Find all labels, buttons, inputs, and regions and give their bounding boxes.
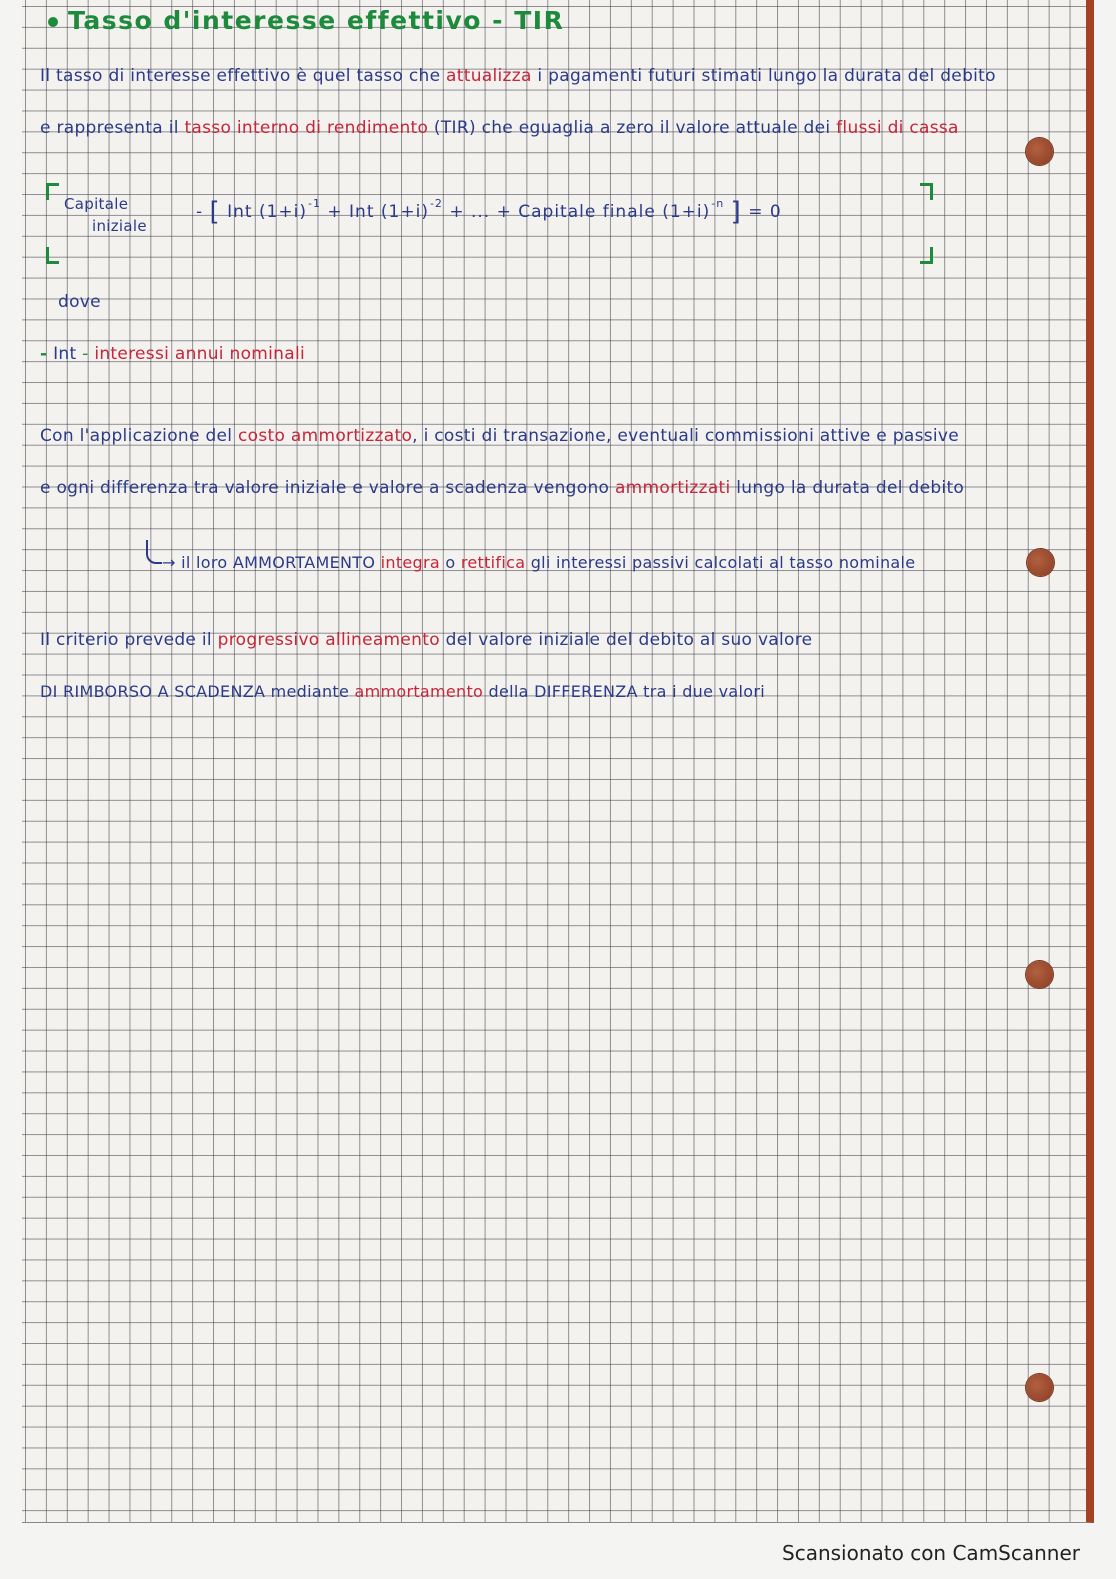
paragraph-line: Con l'applicazione del costo ammortizzato, i costi di transazione, eventuali commissioni attive e passive: [40, 426, 960, 446]
highlight-term: flussi di cassa: [836, 118, 959, 138]
paragraph-line: Il criterio prevede il progressivo allineamento del valore iniziale del debito al suo valore: [40, 630, 813, 650]
highlight-term: tasso interno di rendimento: [184, 118, 429, 138]
paragraph-line: Il tasso di interesse effettivo è quel tasso che attualizza i pagamenti futuri stimati lungo la durata del debito: [40, 66, 996, 86]
notebook-page: [22, 0, 1094, 1523]
paragraph-line: DI RIMBORSO A SCADENZA mediante ammortamento della DIFFERENZA tra i due valori: [40, 682, 765, 701]
scanner-footer: Scansionato con CamScanner: [782, 1541, 1080, 1565]
highlight-term: costo ammortizzato: [238, 426, 413, 446]
page-title: Tasso d'interesse effettivo - TIR: [48, 6, 564, 35]
highlight-term: ammortizzati: [614, 478, 731, 498]
highlight-term: rettifica: [460, 553, 526, 572]
formula-expression: - [ Int $(1+i)^{-1}$ + Int $(1+i)^{-2}$ + ... + Capitale finale $(1+i)^{-n}$ ] = 0: [196, 197, 782, 227]
binder-hole: [1026, 961, 1053, 988]
formula-bracket-top-left: [46, 183, 59, 200]
highlight-term: progressivo allineamento: [217, 630, 440, 650]
formula-bracket-bottom-left: [46, 247, 59, 264]
note-line: → il loro AMMORTAMENTO integra o rettifica gli interessi passivi calcolati al tasso nominale: [162, 553, 916, 572]
highlight-term: attualizza: [446, 66, 532, 86]
binder-hole: [1027, 549, 1054, 576]
formula-lead: Capitale iniziale: [64, 195, 147, 235]
arrow-icon: [146, 540, 162, 564]
bullet-icon: [48, 17, 58, 27]
binder-hole: [1026, 1374, 1053, 1401]
paragraph-line: e ogni differenza tra valore iniziale e valore a scadenza vengono ammortizzati lungo la durata del debito: [40, 478, 965, 498]
formula-bracket-bottom-right: [920, 247, 933, 264]
paragraph-line: e rappresenta il tasso interno di rendimento (TIR) che eguaglia a zero il valore attuale dei flussi di cassa: [40, 118, 959, 138]
highlight-term: integra: [380, 553, 440, 572]
highlight-term: ammortamento: [354, 682, 484, 701]
formula-bracket-top-right: [920, 183, 933, 200]
dove-label: dove: [58, 292, 101, 312]
definition-line: - Int - interessi annui nominali: [40, 344, 306, 364]
highlight-term: interessi annui nominali: [94, 344, 306, 364]
binder-hole: [1026, 138, 1053, 165]
